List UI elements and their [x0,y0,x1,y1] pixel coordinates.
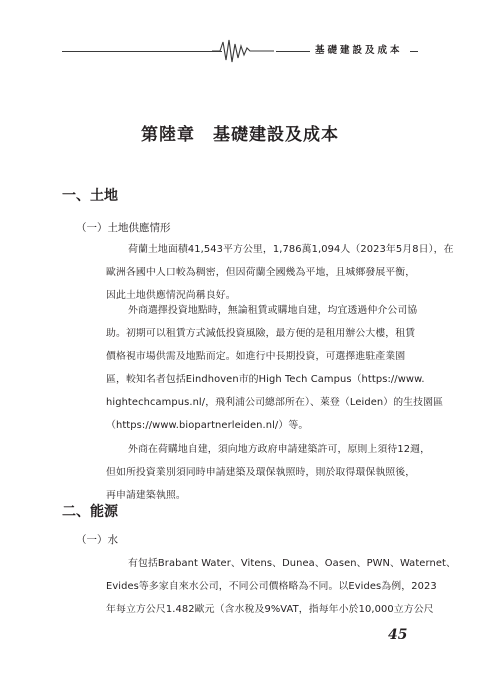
subsection-heading-land-supply: （一）土地供應情形 [76,222,171,234]
text-line: 但如所投資業別須同時申請建築及環保執照時，則於取得環保執照後， [106,467,416,478]
text-line: 外商選擇投資地點時，無論租賃或購地自建，均宜透過仲介公司協 [128,305,418,316]
text-line: 因此土地供應情況尚稱良好。 [106,290,236,301]
section-heading-land: 一、土地 [62,188,118,204]
header-rule-left [62,51,222,52]
text-line: 歐洲各國中人口較為稠密，但因荷蘭全國幾為平地，且城鄉發展平衡， [106,267,416,278]
text-line: 助。初期可以租賃方式減低投資風險，最方便的是租用辦公大樓，租賃 [106,328,416,339]
header-rule-right [410,51,418,52]
subsection-heading-water: （一）水 [76,534,118,546]
header-rule-mid [276,51,310,52]
text-line: 荷蘭土地面積41,543平方公里，1,786萬1,094人（2023年5月8日），在 [128,244,454,255]
running-header [0,0,480,70]
text-line: 區，較知名者包括Eindhoven市的High Tech Campus（https://www. [106,374,425,385]
text-line: 有包括Brabant Water、Vitens、Dunea、Oasen、PWN、Waternet、 [128,558,456,569]
text-line: 外商在荷購地自建，須向地方政府申請建築許可，原則上須待12週， [128,444,431,455]
text-line: 價格視市場供需及地點而定。如進行中長期投資，可選擇進駐產業園 [106,351,406,362]
text-line: hightechcampus.nl/，飛利浦公司總部所在）、萊登（Leiden）的生技園區 [106,397,444,408]
text-line: （https://www.biopartnerleiden.nl/）等。 [106,420,309,431]
page-number: 45 [388,627,408,643]
text-line: Evides等多家自來水公司，不同公司價格略為不同。以Evides為例，2023 [106,581,437,592]
running-title: 基礎建設及成本 [315,45,403,56]
chapter-title: 第陸章 基礎建設及成本 [141,125,339,145]
section-heading-energy: 二、能源 [62,504,118,520]
text-line: 年每立方公尺1.482歐元（含水稅及9%VAT，指每年小於10,000立方公尺 [106,604,434,615]
text-line: 再申請建築執照。 [106,490,186,501]
heartbeat-wave-icon [212,38,274,64]
